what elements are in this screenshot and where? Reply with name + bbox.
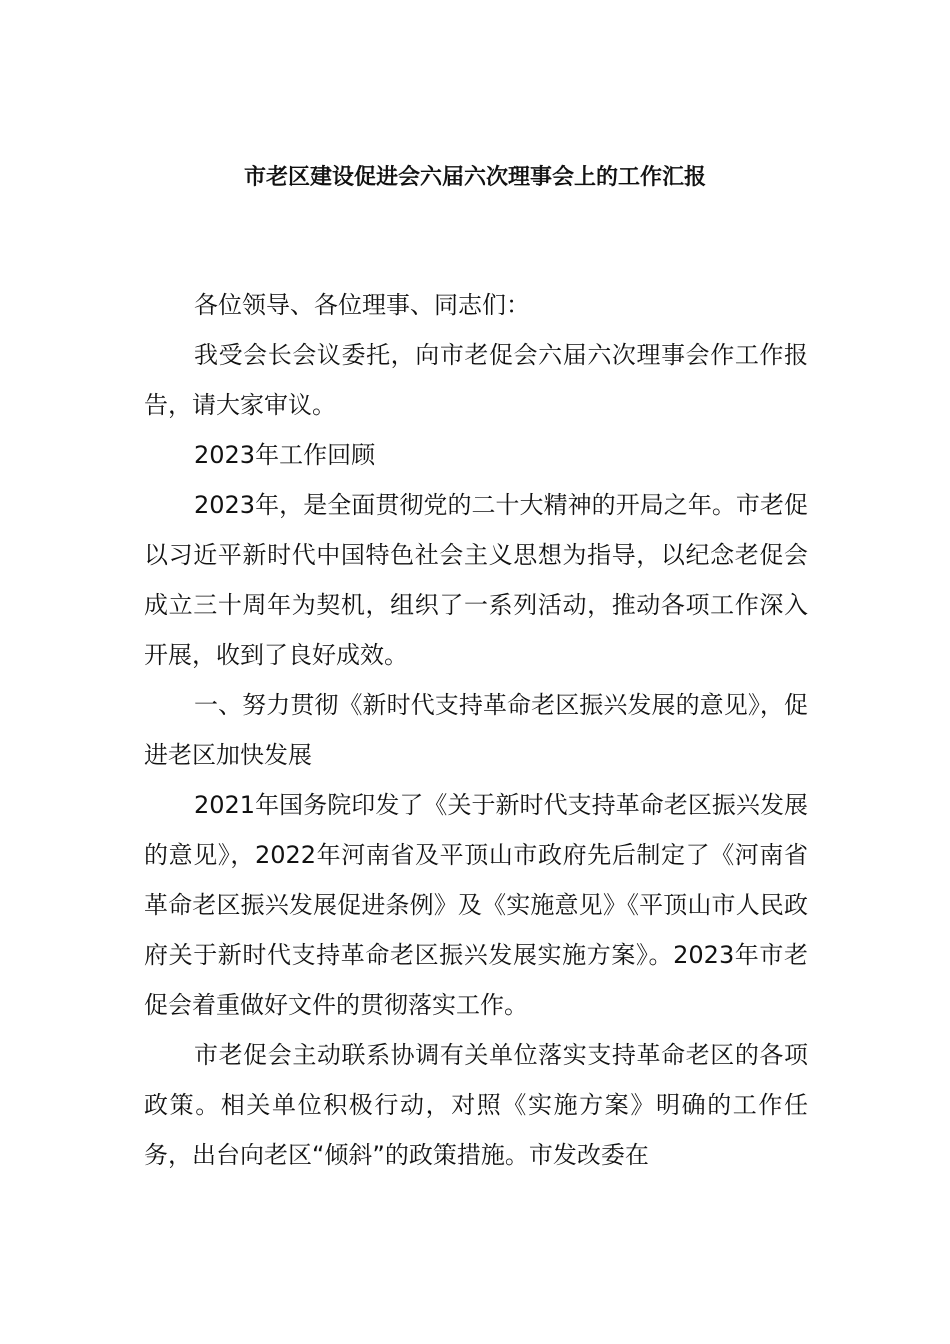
greeting-paragraph: 各位领导、各位理事、同志们： <box>194 291 530 319</box>
section-heading-one: 一、努力贯彻《新时代支持革命老区振兴发展的意见》，促进老区加快发展 <box>144 691 808 769</box>
coordination-paragraph: 市老促会主动联系协调有关单位落实支持革命老区的各项政策。相关单位积极行动，对照《实施方案》明确的工作任务，出台向老区“倾斜”的政策措施。市发改委在 <box>144 1041 808 1169</box>
review-paragraph: 2023年，是全面贯彻党的二十大精神的开局之年。市老促以习近平新时代中国特色社会主义思想为指导，以纪念老促会成立三十周年为契机，组织了一系列活动，推动各项工作深入开展，收到了良好成效。 <box>144 491 808 669</box>
section-heading-review: 2023年工作回顾 <box>194 441 376 469</box>
policy-paragraph: 2021年国务院印发了《关于新时代支持革命老区振兴发展的意见》，2022年河南省及平顶山市政府先后制定了《河南省革命老区振兴发展促进条例》及《实施意见》《平顶山市人民政府关于新时代支持革命老区振兴发展实施方案》。2023年市老促会着重做好文件的贯彻落实工作。 <box>144 791 808 1019</box>
intro-paragraph: 我受会长会议委托，向市老促会六届六次理事会作工作报告，请大家审议。 <box>144 341 808 419</box>
document-title: 市老区建设促进会六届六次理事会上的工作汇报 <box>243 165 706 190</box>
document-body <box>144 280 808 1180</box>
